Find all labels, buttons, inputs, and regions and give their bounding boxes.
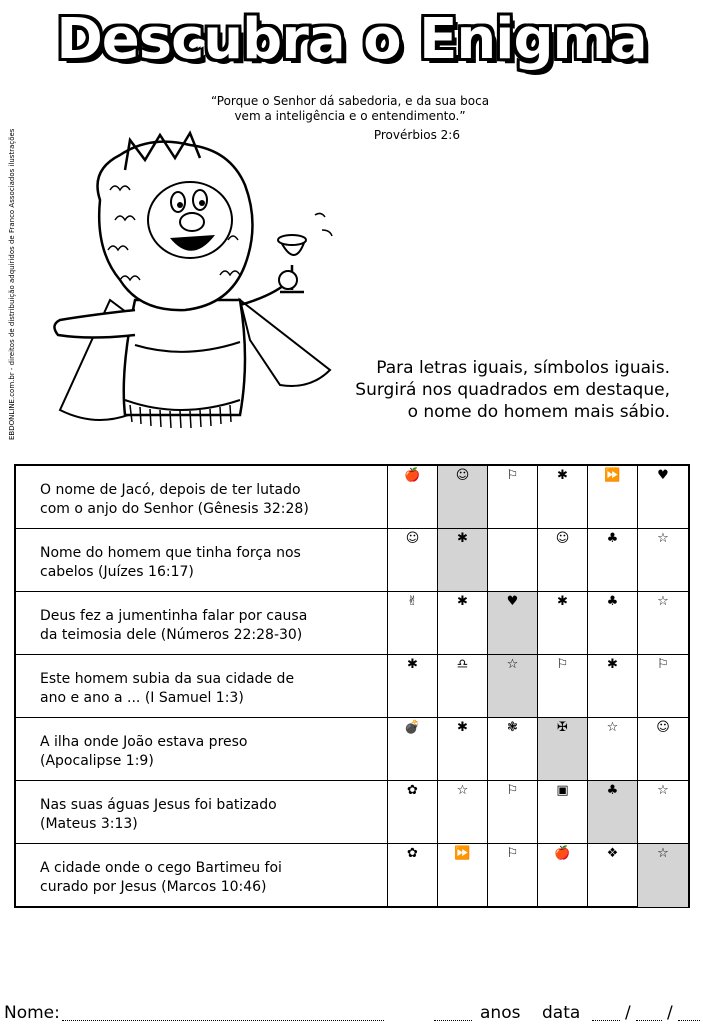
- cell-symbol-icon: ☺: [555, 531, 570, 546]
- answer-cell[interactable]: [438, 592, 488, 654]
- cell-symbol-icon: 🍎: [404, 468, 421, 483]
- answer-cell[interactable]: [388, 466, 438, 528]
- puzzle-row: [16, 466, 688, 529]
- answer-cell[interactable]: [538, 592, 588, 654]
- cell-symbol-icon: ❖: [606, 846, 619, 861]
- cell-symbol-icon: ☆: [657, 846, 669, 861]
- cell-symbol-icon: ⏩: [604, 468, 621, 483]
- date-label: data: [542, 1003, 581, 1023]
- cell-symbol-icon: ✱: [457, 531, 468, 546]
- answer-cell[interactable]: [538, 529, 588, 591]
- clue-line-1: A ilha onde João estava preso: [40, 734, 248, 750]
- puzzle-row: [16, 844, 688, 907]
- cell-symbol-icon: ✱: [557, 594, 568, 609]
- clue-line-1: Deus fez a jumentinha falar por causa: [40, 608, 308, 624]
- cell-symbol-icon: ♥: [657, 468, 669, 483]
- clue-line-1: Este homem subia da sua cidade de: [40, 671, 295, 687]
- cell-symbol-icon: ❃: [507, 720, 518, 735]
- highlighted-answer-cell[interactable]: [488, 655, 538, 717]
- footer: [0, 1002, 703, 1024]
- cell-symbol-icon: ✱: [557, 468, 568, 483]
- answer-cell[interactable]: [638, 529, 688, 591]
- clue-line-2: com o anjo do Senhor (Gênesis 32:28): [40, 501, 309, 517]
- verse-reference: Provérbios 2:6: [373, 128, 460, 142]
- clue-text: [16, 844, 388, 907]
- answer-cell[interactable]: [538, 844, 588, 907]
- clue-line-2: ano e ano a ... (I Samuel 1:3): [40, 690, 244, 706]
- cell-symbol-icon: ☺: [405, 531, 420, 546]
- answer-cell[interactable]: [638, 592, 688, 654]
- answer-cell[interactable]: [488, 466, 538, 528]
- cell-symbol-icon: ☺: [656, 720, 670, 735]
- highlighted-answer-cell[interactable]: [438, 466, 488, 528]
- puzzle-grid: [14, 464, 690, 908]
- answer-cell[interactable]: [588, 718, 638, 780]
- answer-cell[interactable]: [438, 781, 488, 843]
- answer-cell[interactable]: [588, 655, 638, 717]
- instructions-line-1: Para letras iguais, símbolos iguais.: [376, 358, 670, 378]
- highlighted-answer-cell[interactable]: [538, 718, 588, 780]
- cell-symbol-icon: ✿: [407, 846, 418, 861]
- puzzle-row: [16, 781, 688, 844]
- name-label: Nome:: [4, 1003, 60, 1023]
- puzzle-row: [16, 655, 688, 718]
- answer-cell[interactable]: [438, 655, 488, 717]
- highlighted-answer-cell[interactable]: [488, 592, 538, 654]
- puzzle-row: [16, 718, 688, 781]
- bible-verse: [180, 94, 520, 124]
- king-solomon-illustration: [40, 130, 400, 450]
- instructions-line-3: o nome do homem mais sábio.: [407, 402, 670, 422]
- cell-symbol-icon: ✠: [557, 720, 568, 735]
- answer-cell[interactable]: [388, 781, 438, 843]
- clue-line-2: (Apocalipse 1:9): [40, 753, 154, 769]
- cell-symbol-icon: ♣: [606, 531, 619, 546]
- cell-symbol-icon: ✱: [457, 720, 468, 735]
- answer-cell[interactable]: [438, 844, 488, 907]
- cell-symbol-icon: ✱: [607, 657, 618, 672]
- clue-line-1: Nas suas águas Jesus foi batizado: [40, 797, 277, 813]
- cell-symbol-icon: ✿: [407, 783, 418, 798]
- cell-symbol-icon: ☆: [606, 720, 619, 735]
- answer-cell[interactable]: [488, 781, 538, 843]
- verse-line-1: “Porque o Senhor dá sabedoria, e da sua boca: [210, 94, 490, 108]
- cell-symbol-icon: ☆: [657, 783, 669, 798]
- cell-symbol-icon: ☆: [657, 531, 669, 546]
- date-day-field[interactable]: [592, 1020, 620, 1021]
- answer-cell[interactable]: [538, 466, 588, 528]
- answer-cell[interactable]: [388, 844, 438, 907]
- clue-line-2: curado por Jesus (Marcos 10:46): [40, 879, 267, 895]
- cell-symbol-icon: ☆: [456, 783, 469, 798]
- clue-text: [16, 529, 388, 591]
- answer-cell[interactable]: [588, 529, 638, 591]
- answer-cell[interactable]: [538, 655, 588, 717]
- answer-cell[interactable]: [388, 655, 438, 717]
- puzzle-row: [16, 592, 688, 655]
- date-year-field[interactable]: [678, 1020, 700, 1021]
- instructions-line-2: Surgirá nos quadrados em destaque,: [355, 380, 670, 400]
- answer-cell[interactable]: [638, 781, 688, 843]
- highlighted-answer-cell[interactable]: [588, 781, 638, 843]
- cell-symbol-icon: ♥: [506, 594, 519, 609]
- answer-cell[interactable]: [588, 844, 638, 907]
- age-label: anos: [480, 1003, 521, 1023]
- side-credit: EBDONLINE.com.br - direitos de distribuição adquiridos de Franco Associados ilustrações: [8, 128, 16, 440]
- clue-line-2: da teimosia dele (Números 22:28-30): [40, 627, 303, 643]
- cell-symbol-icon: ⚐: [506, 783, 519, 798]
- cell-symbol-icon: ♎: [456, 657, 469, 672]
- answer-cell[interactable]: [388, 529, 438, 591]
- cell-symbol-icon: ♣: [606, 594, 619, 609]
- answer-cell[interactable]: [438, 718, 488, 780]
- cell-symbol-icon: ✱: [457, 594, 468, 609]
- verse-line-2: vem a inteligência e o entendimento.”: [234, 109, 466, 123]
- date-month-field[interactable]: [636, 1020, 662, 1021]
- cell-symbol-icon: ☆: [657, 594, 669, 609]
- cell-symbol-icon: ⚐: [506, 468, 519, 483]
- clue-line-2: (Mateus 3:13): [40, 816, 138, 832]
- cell-symbol-icon: ♣: [606, 783, 619, 798]
- cell-symbol-icon: 💣: [404, 720, 421, 735]
- date-slash-2: /: [667, 1003, 673, 1023]
- answer-cell[interactable]: [588, 592, 638, 654]
- answer-cell[interactable]: [638, 718, 688, 780]
- answer-cell[interactable]: [488, 529, 538, 591]
- cell-symbol-icon: ☆: [506, 657, 519, 672]
- clue-line-1: A cidade onde o cego Bartimeu foi: [40, 860, 282, 876]
- name-field[interactable]: [62, 1020, 384, 1021]
- cell-symbol-icon: ☺: [455, 468, 470, 483]
- answer-cell[interactable]: [488, 718, 538, 780]
- cell-symbol-icon: ⚐: [556, 657, 569, 672]
- cell-symbol-icon: ⏩: [454, 846, 471, 861]
- cell-symbol-icon: ⚐: [506, 846, 519, 861]
- clue-line-1: Nome do homem que tinha força nos: [40, 545, 301, 561]
- answer-cell[interactable]: [488, 844, 538, 907]
- puzzle-row: [16, 529, 688, 592]
- answer-cell[interactable]: [388, 592, 438, 654]
- answer-cell[interactable]: [638, 466, 688, 528]
- page-title: Descubra o Enigma: [56, 7, 647, 72]
- clue-text: [16, 718, 388, 780]
- answer-cell[interactable]: [588, 466, 638, 528]
- highlighted-answer-cell[interactable]: [638, 844, 688, 907]
- cell-symbol-icon: ✌: [407, 594, 418, 609]
- clue-line-2: cabelos (Juízes 16:17): [40, 564, 194, 580]
- clue-text: [16, 466, 388, 528]
- clue-text: [16, 655, 388, 717]
- cell-symbol-icon: ▣: [556, 783, 569, 798]
- date-slash-1: /: [625, 1003, 631, 1023]
- answer-cell[interactable]: [388, 718, 438, 780]
- clue-text: [16, 781, 388, 843]
- cell-symbol-icon: 🍎: [554, 846, 571, 861]
- clue-line-1: O nome de Jacó, depois de ter lutado: [40, 482, 301, 498]
- answer-cell[interactable]: [638, 655, 688, 717]
- age-field[interactable]: [434, 1020, 472, 1021]
- instructions: [350, 357, 670, 423]
- answer-cell[interactable]: [538, 781, 588, 843]
- highlighted-answer-cell[interactable]: [438, 529, 488, 591]
- clue-text: [16, 592, 388, 654]
- cell-symbol-icon: ✱: [407, 657, 418, 672]
- cell-symbol-icon: ⚐: [657, 657, 669, 672]
